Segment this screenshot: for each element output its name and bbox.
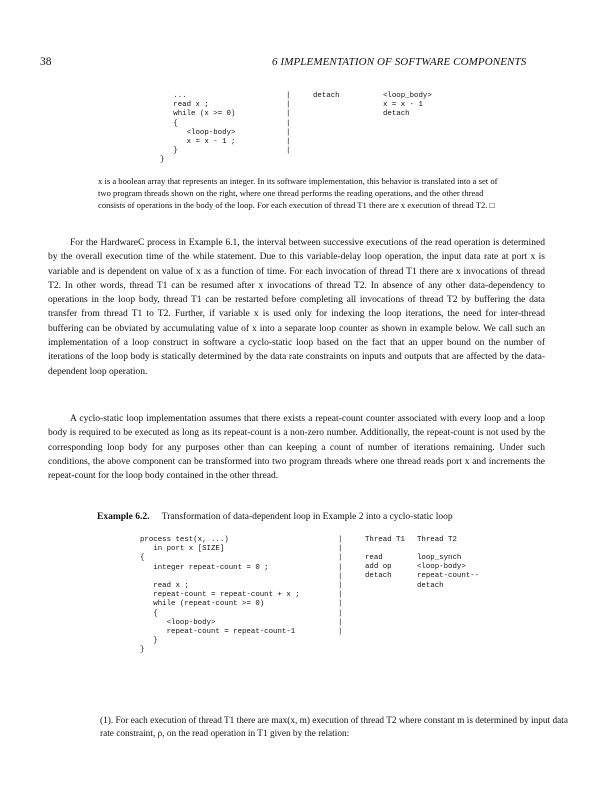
code-divider: | | | | | | |: [286, 92, 291, 156]
page-number: 38: [40, 56, 52, 68]
example-title: Transformation of data-dependent loop in Example 2 into a cyclo-static loop: [161, 512, 453, 522]
code-divider-2: | | | | | | | | | | |: [338, 536, 343, 637]
code-listing-original: ... read x ; while (x >= 0) { <loop-body> x = x - 1 ; } }: [160, 92, 236, 165]
code-thread-t2: <loop_body> x = x - 1 detach: [383, 92, 432, 119]
example-label: Example 6.2.: [97, 512, 150, 522]
paragraph-cyclo-static: A cyclo-static loop implementation assumes that there exists a repeat-count counter associated with every loop and a loop body is required to be executed as long as its repeat-count is a non-zero number. Additionally, the repeat-count is not used by the corresponding loop body for any purposes other than can keeping a count of number of iterations remaining. Under such conditions, the above component can be transformed into two program threads where one thread reads port x and increments the repeat-count for the loop body contained in the other thread.: [48, 413, 545, 482]
numbered-item-1: (1). For each execution of thread T1 there are max(x, m) execution of thread T2 where constant m is determined by input data rate constraint, ρ, on the read operation in T1 given by the relation:: [100, 716, 568, 739]
thread-t1-ops: read add op detach: [365, 554, 392, 581]
running-title: 6 IMPLEMENTATION OF SOFTWARE COMPONENTS: [272, 56, 527, 68]
code-thread-t1: detach: [313, 92, 340, 100]
thread-t2-header: Thread T2: [417, 536, 457, 544]
paragraph-hardwarec-loop: For the HardwareC process in Example 6.1, the interval between successive executions of the read operation is determined by the overall execution time of the while statement. Due to this variable-delay loop operation, the input data rate at port x is variable and is dependent on value of x as a function of time. For each invocation of thread T1 there are x invocations of thread T2. In other words, thread T1 can be resumed after x invocations of thread T2. In absence of any other data-dependency to operations in the loop body, thread T1 can be restarted before completing all invocations of thread T2 by buffering the data transfer from thread T1 to T2. Further, if variable x is used only for indexing the loop iterations, the need for inter-thread buffering can be obviated by accumulating value of x into a separate loop counter as shown in example below. We call such an implementation of a loop construct in software a cyclo-static loop based on the fact that an upper bound on the number of iterations of the loop body is statically determined by the data rate constraints on inputs and outputs that are affected by the data-dependent loop operation.: [48, 237, 545, 377]
thread-t2-ops: loop_synch <loop-body> repeat-count-- detach: [417, 554, 480, 590]
code-listing-cyclo-static: process test(x, ...) in port x [SIZE] { integer repeat-count = 0 ; read x ; repeat-count = repeat-count + x ; while (repeat-count >= 0) { <loop-body> repeat-count = repeat-count-1 } }: [140, 536, 300, 655]
thread-t1-header: Thread T1: [365, 536, 405, 544]
example-heading: [97, 512, 453, 522]
example-caption: x is a boolean array that represents an integer. In its software implementation, this behavior is translated into a set of two program threads shown on the right, where one thread performs the reading operations, and the other thread consists of operations in the body of the loop. For each execution of thread T1 there are x execution of thread T2. □: [98, 176, 498, 211]
